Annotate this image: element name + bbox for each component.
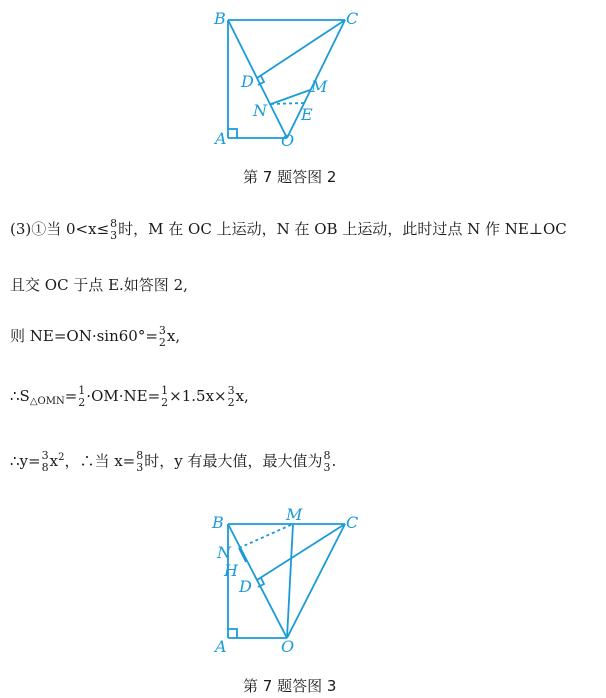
- line5-suffix: .: [331, 452, 337, 470]
- solution-line-1: [10, 218, 567, 242]
- fraction-8-3: [323, 450, 330, 474]
- figure-2: [205, 8, 359, 150]
- right-angle-a: [228, 629, 237, 638]
- fraction-1-2: [161, 385, 168, 409]
- figure-3: [205, 505, 365, 658]
- label-m: M: [311, 77, 328, 96]
- line5-mid: ，∴当 x=: [64, 452, 136, 470]
- label-h: H: [224, 561, 238, 580]
- segment-bo: [228, 524, 287, 638]
- figure-3-diagram: [205, 505, 365, 658]
- label-a: A: [215, 637, 227, 656]
- fraction-1-2: [78, 385, 85, 409]
- label-o: O: [281, 637, 295, 656]
- label-c: C: [346, 513, 359, 532]
- line4-mid2: ×1.5x×: [169, 387, 227, 405]
- line4-eq: =: [64, 387, 78, 405]
- figure-3-caption: 第 7 题答图 3: [243, 677, 337, 695]
- solution-line-3: [10, 325, 180, 349]
- segment-cd: [257, 20, 345, 78]
- figure-2-caption: 第 7 题答图 2: [243, 168, 337, 186]
- fraction-8-3: [136, 450, 143, 474]
- frac-num: 3: [158, 324, 166, 337]
- solution-line-5: [10, 448, 336, 474]
- exponent-2: 2: [58, 452, 65, 463]
- label-b: B: [212, 513, 224, 532]
- label-c: C: [346, 9, 359, 28]
- fraction-8-3: [110, 218, 117, 242]
- frac-num: 8: [323, 449, 331, 462]
- segment-cd: [257, 524, 345, 580]
- frac-num: 1: [161, 384, 169, 397]
- frac-den: 8: [41, 461, 49, 474]
- label-m: M: [286, 505, 303, 524]
- line4-suffix: x,: [235, 387, 249, 405]
- frac-num: 8: [136, 449, 144, 462]
- segment-bo: [228, 20, 287, 138]
- frac-den: 2: [161, 396, 169, 409]
- label-n: N: [217, 543, 231, 562]
- fraction-3-2: [228, 385, 235, 409]
- frac-den: 3: [136, 461, 144, 474]
- frac-num: 3: [41, 449, 49, 462]
- frac-den: 2: [78, 396, 86, 409]
- frac-num: 3: [227, 384, 235, 397]
- frac-den: 3: [323, 461, 331, 474]
- label-d: D: [239, 577, 252, 596]
- label-b: B: [214, 9, 226, 28]
- frac-den: 3: [110, 229, 118, 242]
- label-n: N: [253, 101, 267, 120]
- frac-den: 2: [227, 396, 235, 409]
- frac-den: 2: [158, 336, 166, 349]
- frac-num: 1: [78, 384, 86, 397]
- segment-mo: [287, 524, 293, 638]
- line3-suffix: x,: [166, 327, 181, 345]
- frac-num: 8: [110, 217, 118, 230]
- figure-2-diagram: [205, 8, 359, 150]
- area-subscript: △OMN: [29, 396, 65, 407]
- line4-prefix: ∴S: [10, 387, 30, 405]
- segment-oc: [287, 524, 345, 638]
- label-d: D: [241, 72, 254, 91]
- label-o: O: [281, 131, 295, 150]
- label-a: A: [215, 129, 227, 148]
- x-variable: x: [49, 452, 59, 470]
- fraction-3-2: [159, 325, 166, 349]
- segment-nm-dashed: [239, 524, 293, 548]
- solution-line-4: [10, 385, 249, 412]
- line5-mid2: 时，y 有最大值，最大值为: [144, 452, 323, 470]
- line3-prefix: 则 NE=ON·sin60°=: [10, 327, 158, 345]
- label-e: E: [301, 105, 313, 124]
- line4-mid1: ·OM·NE=: [86, 387, 161, 405]
- line1-prefix: (3)①当 0<x≤: [10, 220, 110, 238]
- fraction-3-8: [42, 450, 49, 474]
- right-angle-a: [228, 129, 237, 138]
- solution-line-2: 且交 OC 于点 E.如答图 2,: [10, 276, 188, 294]
- line1-suffix: 时，M 在 OC 上运动，N 在 OB 上运动，此时过点 N 作 NE⊥OC: [118, 220, 567, 238]
- line5-prefix: ∴y=: [10, 452, 41, 470]
